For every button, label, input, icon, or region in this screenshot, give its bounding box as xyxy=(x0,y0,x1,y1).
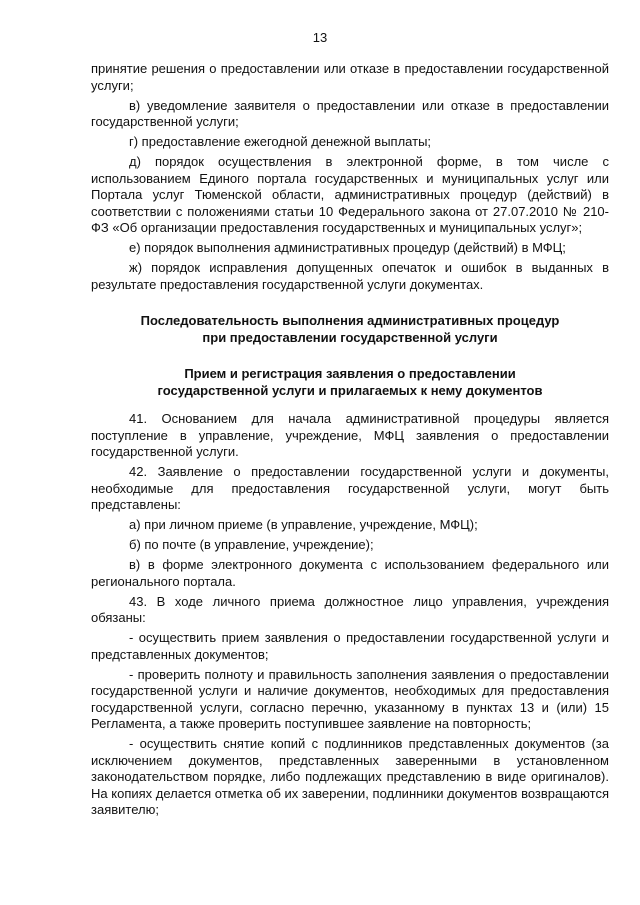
paragraph-43-item-1: - осуществить прием заявления о предоставлении государственной услуги и представленных документов; xyxy=(91,630,609,662)
paragraph-42-v: в) в форме электронного документа с использованием федерального или регионального портала. xyxy=(91,557,609,589)
paragraph-41: 41. Основанием для начала административной процедуры является поступление в управление, учреждение, МФЦ заявления о предоставлении государственной услуги. xyxy=(91,411,609,459)
subsection-heading-line-2: государственной услуги и прилагаемых к нему документов xyxy=(157,382,543,398)
paragraph-continuation: принятие решения о предоставлении или отказе в предоставлении государственной услуги; xyxy=(91,61,609,93)
paragraph-42-b: б) по почте (в управление, учреждение); xyxy=(129,537,374,552)
paragraph-item-g: г) предоставление ежегодной денежной выплаты; xyxy=(129,134,432,149)
paragraph-item-d: д) порядок осуществления в электронной форме, в том числе с использованием Единого портала государственных и муниципальных услуг или Портала услуг Тюменской области, административных процедур (действий) в соответствии с положениями статьи 10 Федерального закона от 27.07.2010 № 210-ФЗ «Об организации предоставления государственных и муниципальных услуг»; xyxy=(91,154,609,235)
paragraph-42-a: а) при личном приеме (в управление, учреждение, МФЦ); xyxy=(129,517,478,532)
subsection-heading xyxy=(91,366,609,399)
section-heading-line-1: Последовательность выполнения административных процедур xyxy=(140,313,560,328)
paragraph-item-e: е) порядок выполнения административных процедур (действий) в МФЦ; xyxy=(129,240,566,255)
paragraph-43: 43. В ходе личного приема должностное лицо управления, учреждения обязаны: xyxy=(91,593,609,625)
paragraph-42: 42. Заявление о предоставлении государственной услуги и документы, необходимые для предоставления государственной услуги, могут быть представлены: xyxy=(91,464,609,512)
page-number: 13 xyxy=(312,30,328,45)
subsection-heading-line-1: Прием и регистрация заявления о предоставлении xyxy=(184,366,516,381)
paragraph-43-item-3: - осуществить снятие копий с подлинников представленных документов (за исключением документов, представленных заверенными в установленном законодательством порядке, либо подлежащих представлению в виде оригиналов). На копиях делается отметка об их заверении, подлинники документов возвращаются заявителю; xyxy=(91,736,609,817)
page-content xyxy=(91,61,609,822)
paragraph-item-zh: ж) порядок исправления допущенных опечаток и ошибок в выданных в результате предоставления государственной услуги документах. xyxy=(91,260,609,292)
section-heading-line-2: при предоставлении государственной услуги xyxy=(202,329,498,345)
section-heading xyxy=(91,313,609,346)
paragraph-item-v: в) уведомление заявителя о предоставлении или отказе в предоставлении государственной услуги; xyxy=(91,97,609,129)
paragraph-43-item-2: - проверить полноту и правильность заполнения заявления о предоставлении государственной услуги и наличие документов, необходимых для предоставления государственной услуги, согласно перечню, указанному в пунктах 13 и (или) 15 Регламента, а также проверить поступившее заявление на повторность; xyxy=(91,666,609,731)
